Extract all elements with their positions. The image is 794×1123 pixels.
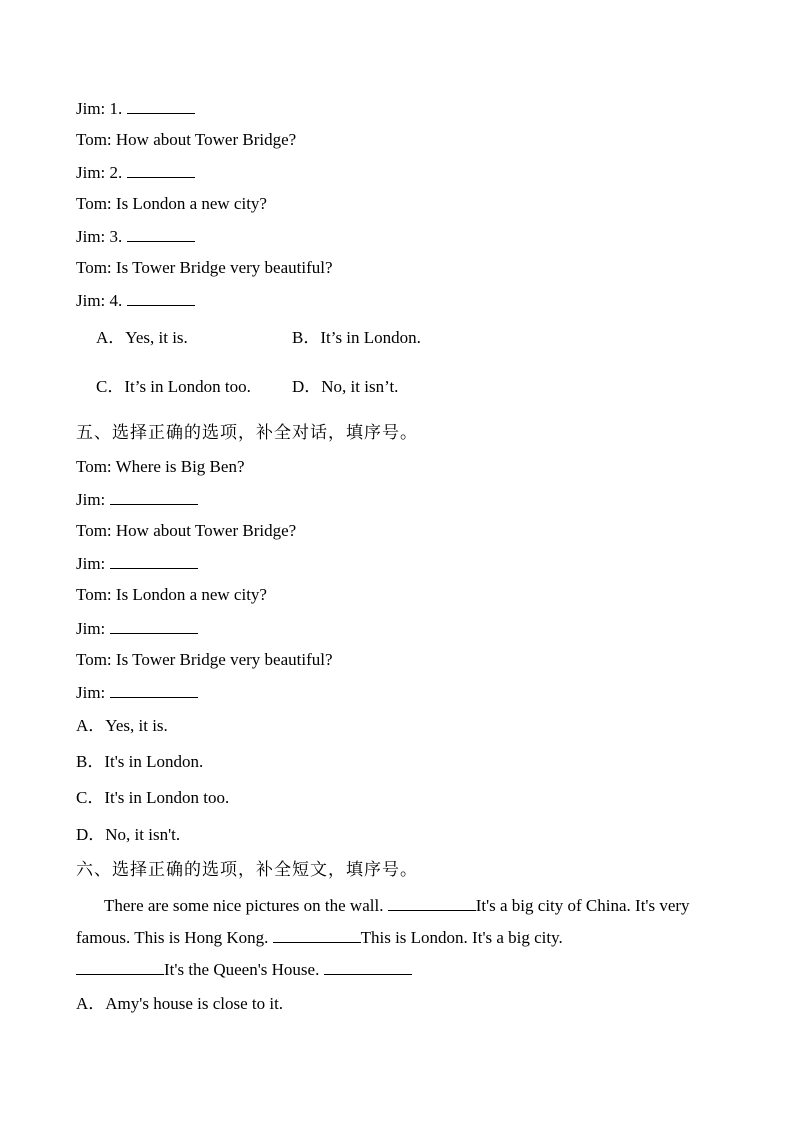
s5-line-3 <box>76 521 296 541</box>
s5-line-2 <box>76 489 198 510</box>
line-text: Is London a new city? <box>115 585 267 604</box>
s6-passage <box>76 890 716 986</box>
speaker-label: Jim: <box>76 291 106 310</box>
answer-blank[interactable] <box>127 98 195 114</box>
s4-line-5 <box>76 226 195 247</box>
speaker-label: Tom: <box>76 130 112 149</box>
speaker-label: Jim: <box>76 554 106 573</box>
line-text: 3. <box>109 227 123 246</box>
speaker-label: Tom: <box>76 457 112 476</box>
s4-line-4 <box>76 194 267 214</box>
option-b: B．It’s in London. <box>292 328 421 347</box>
line-text: Is Tower Bridge very beautiful? <box>115 650 333 669</box>
s6-option-a: A．Amy's house is close to it. <box>76 994 284 1013</box>
line-text: How about Tower Bridge? <box>115 130 297 149</box>
passage-sentence: This is London. It's a big city. <box>360 928 563 947</box>
s5-line-4 <box>76 553 198 574</box>
answer-blank[interactable] <box>324 959 412 975</box>
answer-blank[interactable] <box>388 895 476 911</box>
s5-line-6 <box>76 618 198 639</box>
s4-line-3 <box>76 162 195 183</box>
passage-sentence: It's a big city of China. It's very famous. This is Hong Kong. <box>76 896 690 947</box>
s5-option-d: D．No, it isn't. <box>76 825 181 844</box>
line-text: 1. <box>109 99 123 118</box>
speaker-label: Tom: <box>76 585 112 604</box>
passage-sentence: It's the Queen's House. <box>164 960 320 979</box>
speaker-label: Jim: <box>76 619 106 638</box>
option-c: C．It’s in London too. <box>96 377 251 396</box>
answer-blank[interactable] <box>110 682 198 698</box>
answer-blank[interactable] <box>127 290 195 306</box>
s5-option-b: B．It's in London. <box>76 752 204 771</box>
answer-blank[interactable] <box>76 959 164 975</box>
line-text: 2. <box>109 163 123 182</box>
line-text: 4. <box>109 291 123 310</box>
option-d: D．No, it isn’t. <box>292 377 399 396</box>
speaker-label: Jim: <box>76 99 106 118</box>
speaker-label: Jim: <box>76 683 106 702</box>
s4-line-2 <box>76 130 296 150</box>
line-text: Is Tower Bridge very beautiful? <box>115 258 333 277</box>
section-5-heading: 五、选择正确的选项，补全对话，填序号。 <box>76 423 418 443</box>
answer-blank[interactable] <box>110 618 198 634</box>
answer-blank[interactable] <box>110 553 198 569</box>
s5-line-5 <box>76 585 267 605</box>
section-6-heading: 六、选择正确的选项，补全短文，填序号。 <box>76 860 418 880</box>
passage-sentence: There are some nice pictures on the wall. <box>104 896 384 915</box>
s5-line-8 <box>76 682 198 703</box>
speaker-label: Tom: <box>76 194 112 213</box>
option-a: A．Yes, it is. <box>96 328 188 347</box>
s4-line-7 <box>76 290 195 311</box>
answer-blank[interactable] <box>110 489 198 505</box>
line-text: How about Tower Bridge? <box>115 521 297 540</box>
speaker-label: Tom: <box>76 258 112 277</box>
line-text: Where is Big Ben? <box>115 457 245 476</box>
s5-line-7 <box>76 650 333 670</box>
speaker-label: Jim: <box>76 163 106 182</box>
s4-line-6 <box>76 258 333 278</box>
speaker-label: Tom: <box>76 650 112 669</box>
answer-blank[interactable] <box>273 927 361 943</box>
s5-option-c: C．It's in London too. <box>76 788 230 807</box>
speaker-label: Jim: <box>76 490 106 509</box>
answer-blank[interactable] <box>127 226 195 242</box>
s5-line-1 <box>76 457 245 477</box>
s4-options-row-2 <box>96 377 399 397</box>
speaker-label: Tom: <box>76 521 112 540</box>
s4-options-row-1 <box>96 328 421 348</box>
speaker-label: Jim: <box>76 227 106 246</box>
s5-option-a: A．Yes, it is. <box>76 716 168 735</box>
answer-blank[interactable] <box>127 162 195 178</box>
line-text: Is London a new city? <box>115 194 267 213</box>
s4-line-1 <box>76 98 195 119</box>
